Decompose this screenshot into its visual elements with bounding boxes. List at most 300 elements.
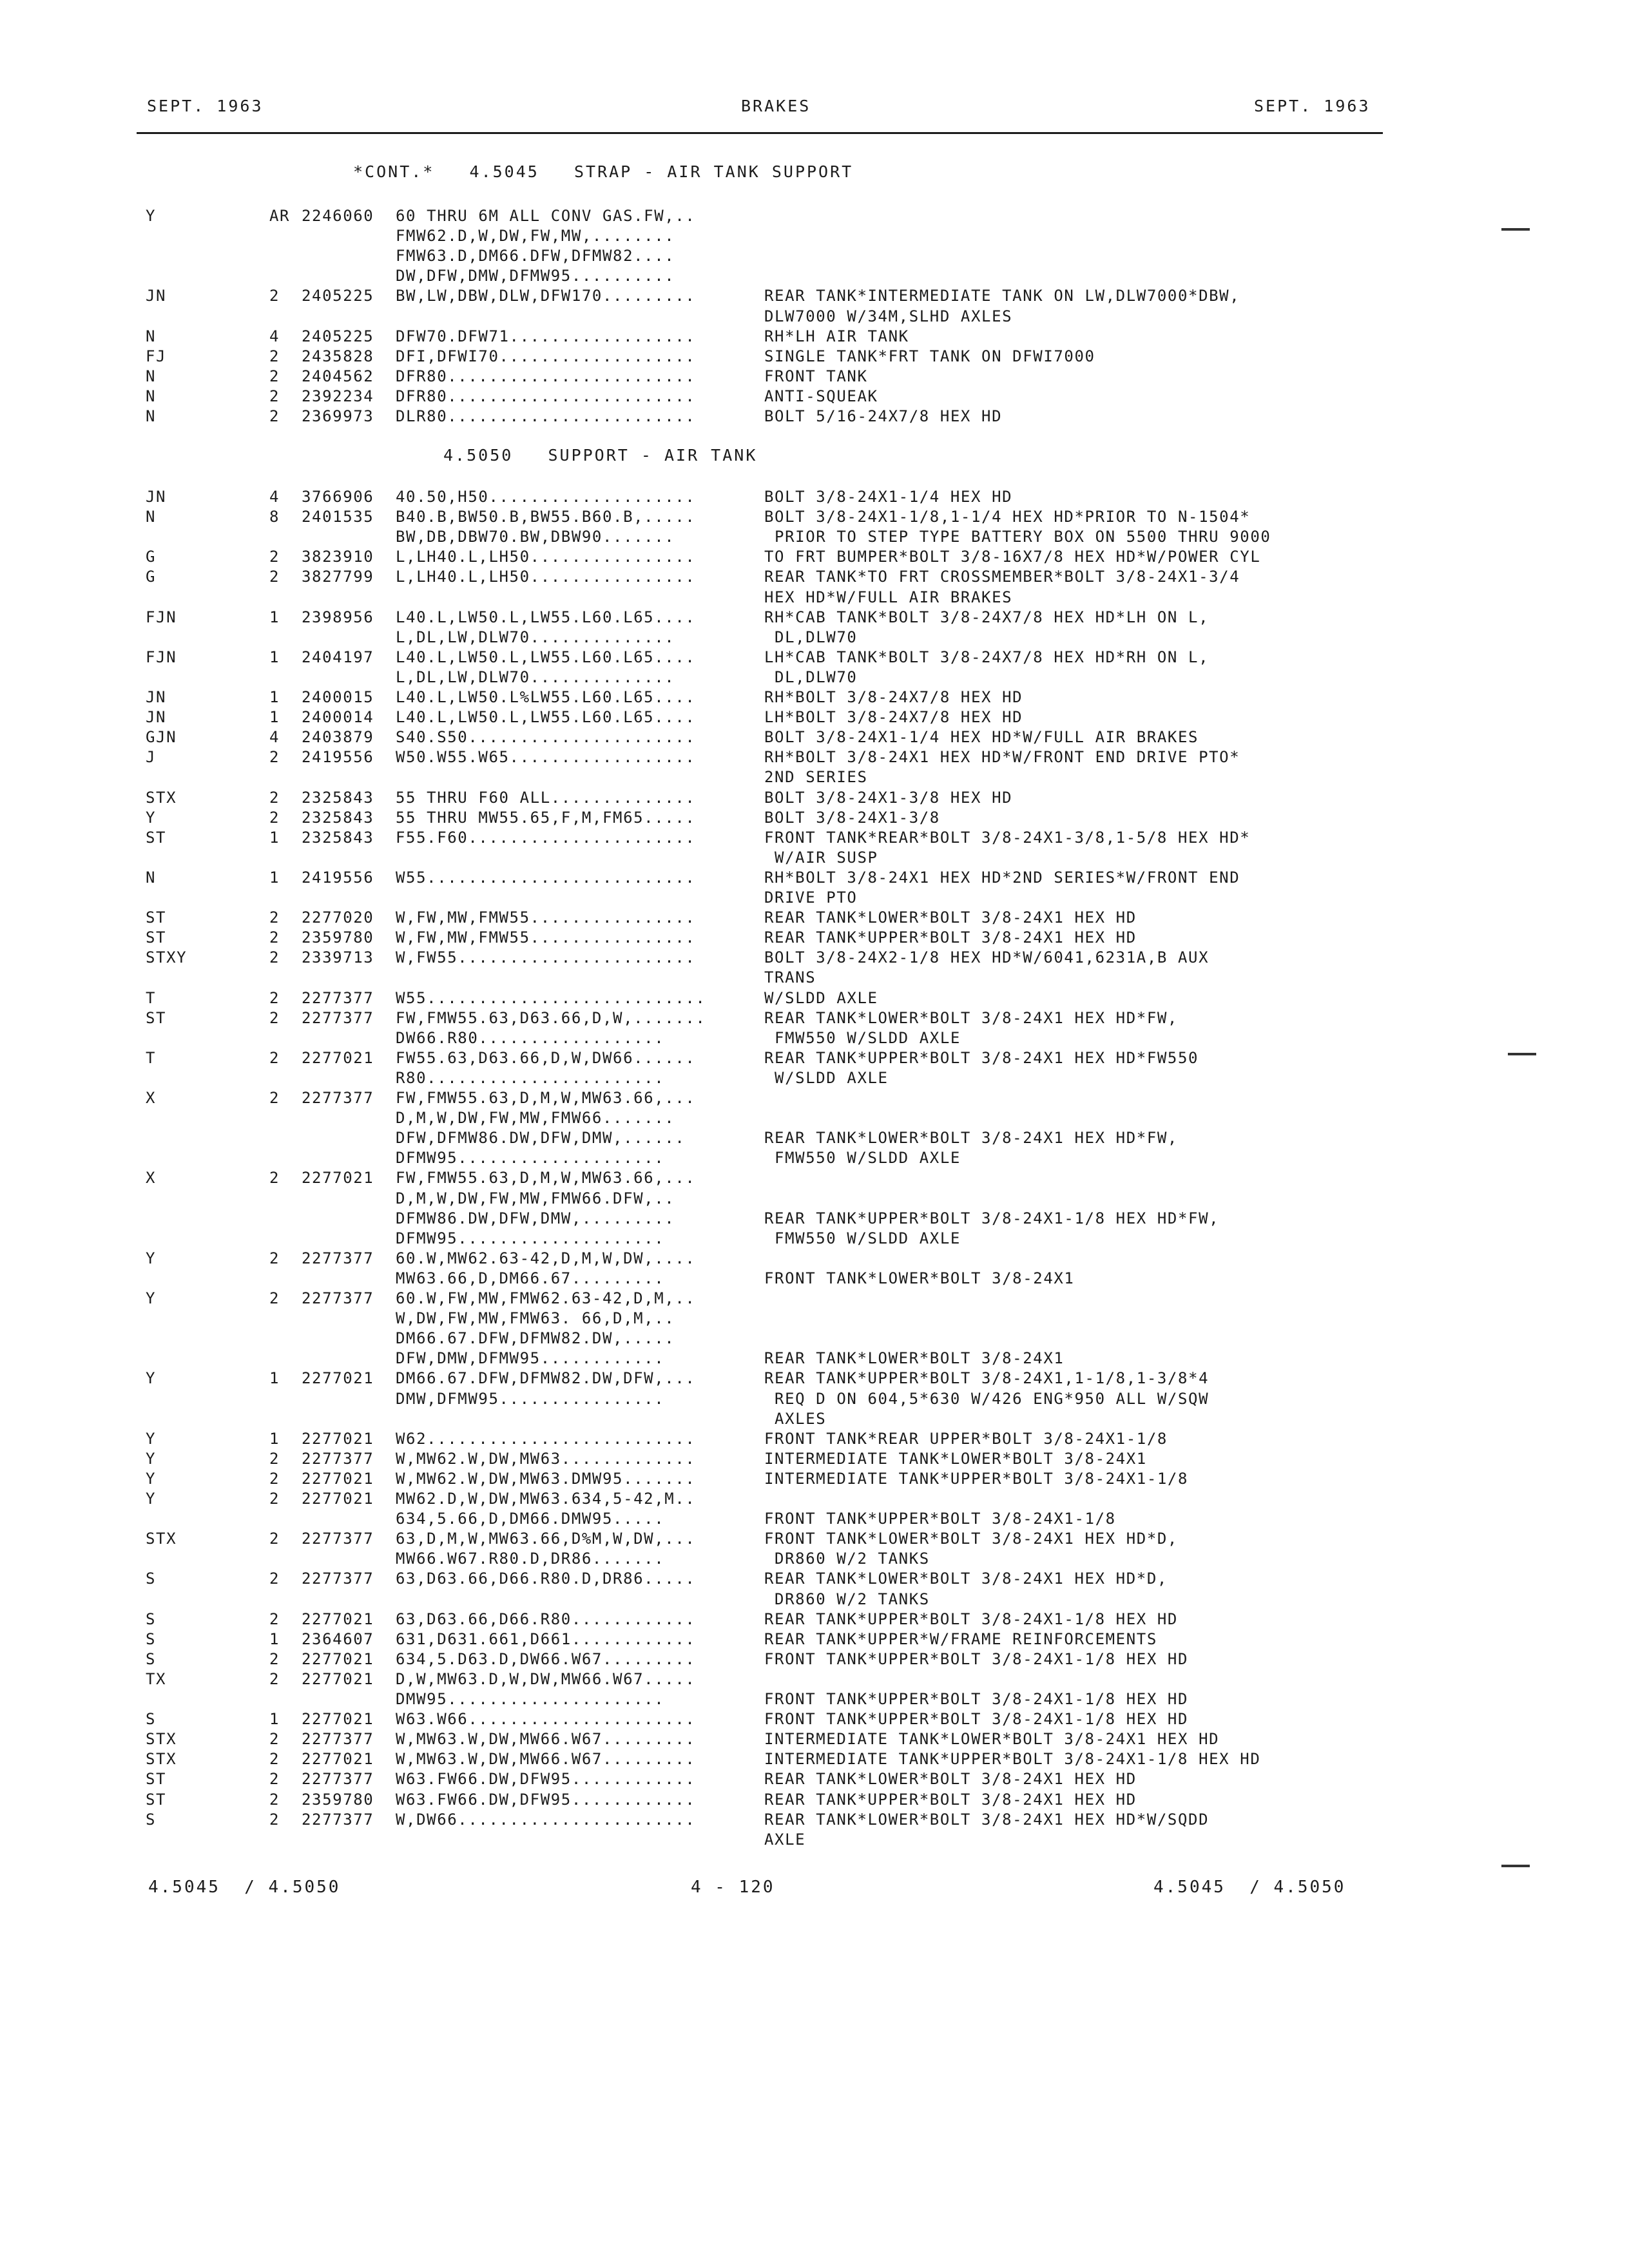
parts-row (0, 747, 1629, 767)
application: W63.FW66.DW,DFW95............ (396, 1790, 696, 1809)
model-code: ST (146, 828, 167, 847)
parts-row (0, 1529, 1629, 1549)
quantity: 1 (269, 648, 280, 666)
application: BW,LW,DBW,DLW,DFW170......... (396, 287, 696, 305)
section-title-support: 4.5050 SUPPORT - AIR TANK (443, 446, 758, 465)
quantity: 1 (269, 868, 280, 887)
application: DFI,DFWI70................... (396, 347, 696, 365)
quantity: 2 (269, 1048, 280, 1067)
part-number: 2277021 (302, 1429, 374, 1448)
part-number: 2277377 (302, 1249, 374, 1267)
quantity: 1 (269, 1710, 280, 1729)
description: FRONT TANK*LOWER*BOLT 3/8-24X1 HEX HD*D, (764, 1530, 1178, 1548)
parts-row (0, 1329, 1629, 1349)
model-code: Y (146, 1289, 157, 1307)
quantity: 2 (269, 1649, 280, 1668)
quantity: 2 (269, 748, 280, 767)
description: FRONT TANK*LOWER*BOLT 3/8-24X1 (764, 1269, 1075, 1287)
application: W,FW55....................... (396, 948, 696, 967)
section-title-strap: *CONT.* 4.5045 STRAP - AIR TANK SUPPORT (353, 162, 854, 181)
parts-row (0, 1729, 1629, 1749)
description: BOLT 3/8-24X1-1/4 HEX HD (764, 488, 1013, 506)
parts-row (0, 1128, 1629, 1148)
model-code: T (146, 1048, 157, 1067)
part-number: 2277021 (302, 1469, 374, 1488)
application: W50.W55.W65.................. (396, 748, 696, 767)
parts-row (0, 266, 1629, 286)
description: BOLT 3/8-24X1-1/8,1-1/4 HEX HD*PRIOR TO N-1504* (764, 508, 1251, 526)
application: DW,DFW,DMW,DFMW95.......... (396, 267, 675, 285)
quantity: 2 (269, 407, 280, 425)
description: REAR TANK*LOWER*BOLT 3/8-24X1 HEX HD (764, 1770, 1137, 1789)
description: TO FRT BUMPER*BOLT 3/8-16X7/8 HEX HD*W/POWER CYL (764, 548, 1261, 566)
model-code: S (146, 1629, 157, 1648)
parts-row (0, 226, 1629, 246)
description: REQ D ON 604,5*630 W/426 ENG*950 ALL W/SQW (764, 1389, 1210, 1408)
quantity: 2 (269, 1089, 280, 1107)
model-code: GJN (146, 728, 177, 747)
description: REAR TANK*LOWER*BOLT 3/8-24X1 HEX HD*W/SQDD (764, 1810, 1210, 1829)
model-code: Y (146, 1449, 157, 1468)
parts-row (0, 1068, 1629, 1088)
quantity: 1 (269, 1629, 280, 1648)
quantity: 2 (269, 1449, 280, 1468)
description: REAR TANK*UPPER*BOLT 3/8-24X1,1-1/8,1-3/8*4 (764, 1369, 1210, 1388)
margin-tick (1501, 1865, 1530, 1867)
application: 631,D631.661,D661............ (396, 1629, 696, 1648)
part-number: 2277021 (302, 1669, 374, 1688)
model-code: ST (146, 908, 167, 927)
part-number: 2277021 (302, 1750, 374, 1769)
description: DL,DLW70 (764, 628, 858, 646)
parts-row (0, 908, 1629, 928)
parts-row (0, 1168, 1629, 1188)
application: W55........................... (396, 988, 706, 1007)
parts-row (0, 307, 1629, 327)
model-code: STX (146, 788, 177, 807)
part-number: 2277377 (302, 1810, 374, 1829)
quantity: 2 (269, 1669, 280, 1688)
description: REAR TANK*LOWER*BOLT 3/8-24X1 HEX HD*D, (764, 1570, 1168, 1588)
quantity: 2 (269, 1810, 280, 1829)
parts-row (0, 1669, 1629, 1689)
model-code: TX (146, 1669, 167, 1688)
quantity: 2 (269, 1169, 280, 1187)
parts-row (0, 608, 1629, 628)
parts-row (0, 588, 1629, 608)
application: MW62.D,W,DW,MW63.634,5-42,M.. (396, 1490, 696, 1508)
parts-row (0, 327, 1629, 347)
model-code: STX (146, 1750, 177, 1769)
parts-row (0, 727, 1629, 747)
part-number: 2419556 (302, 868, 374, 887)
application: MW63.66,D,DM66.67......... (396, 1269, 665, 1287)
quantity: 1 (269, 688, 280, 706)
parts-row (0, 246, 1629, 266)
application: DMW95..................... (396, 1690, 665, 1708)
part-number: 2277021 (302, 1710, 374, 1729)
header-section-title: BRAKES (741, 97, 811, 115)
description: DRIVE PTO (764, 889, 858, 907)
part-number: 2246060 (302, 207, 374, 225)
description: TRANS (764, 968, 816, 987)
model-code: N (146, 407, 157, 425)
description: REAR TANK*LOWER*BOLT 3/8-24X1 (764, 1349, 1065, 1368)
application: 63,D63.66,D66.R80.D,DR86..... (396, 1570, 696, 1588)
parts-row (0, 1389, 1629, 1409)
parts-row (0, 828, 1629, 848)
header-date-left: SEPT. 1963 (147, 97, 264, 115)
parts-row (0, 1649, 1629, 1669)
description: DR860 W/2 TANKS (764, 1550, 930, 1568)
application: L40.L,LW50.L,LW55.L60.L65.... (396, 708, 696, 727)
model-code: Y (146, 808, 157, 827)
application: S40.S50...................... (396, 728, 696, 747)
part-number: 2359780 (302, 1790, 374, 1809)
description: FMW550 W/SLDD AXLE (764, 1028, 961, 1047)
parts-row (0, 687, 1629, 707)
parts-row (0, 1249, 1629, 1269)
quantity: 2 (269, 908, 280, 927)
description: INTERMEDIATE TANK*UPPER*BOLT 3/8-24X1-1/8 (764, 1469, 1189, 1488)
quantity: 2 (269, 1790, 280, 1809)
quantity: 2 (269, 1770, 280, 1789)
model-code: Y (146, 1369, 157, 1388)
model-code: S (146, 1810, 157, 1829)
description: FRONT TANK*REAR UPPER*BOLT 3/8-24X1-1/8 (764, 1429, 1168, 1448)
application: B40.B,BW50.B,BW55.B60.B,..... (396, 508, 696, 526)
part-number: 2400014 (302, 708, 374, 727)
description: RH*CAB TANK*BOLT 3/8-24X7/8 HEX HD*LH ON L, (764, 608, 1210, 626)
parts-row (0, 547, 1629, 567)
application: L40.L,LW50.L,LW55.L60.L65.... (396, 608, 696, 626)
description: 2ND SERIES (764, 768, 868, 787)
part-number: 2339713 (302, 948, 374, 967)
header-rule (137, 132, 1383, 134)
model-code: FJN (146, 608, 177, 626)
parts-row (0, 1048, 1629, 1068)
model-code: N (146, 387, 157, 405)
parts-row (0, 1549, 1629, 1569)
part-number: 2277377 (302, 1008, 374, 1027)
part-number: 2277377 (302, 988, 374, 1007)
description: AXLE (764, 1830, 806, 1849)
application: W63.W66...................... (396, 1710, 696, 1729)
part-number: 2277021 (302, 1369, 374, 1388)
parts-row (0, 1810, 1629, 1830)
quantity: 4 (269, 728, 280, 747)
application: FW55.63,D63.66,D,W,DW66...... (396, 1048, 696, 1067)
description: W/SLDD AXLE (764, 1068, 889, 1087)
quantity: 2 (269, 387, 280, 405)
application: DM66.67.DFW,DFMW82.DW,DFW,... (396, 1369, 696, 1388)
description: BOLT 5/16-24X7/8 HEX HD (764, 407, 1003, 425)
description: REAR TANK*INTERMEDIATE TANK ON LW,DLW7000*DBW, (764, 287, 1240, 305)
footer-page-number: 4 - 120 (691, 1878, 775, 1897)
quantity: AR (269, 207, 291, 225)
quantity: 2 (269, 1530, 280, 1548)
quantity: 2 (269, 1490, 280, 1508)
parts-row (0, 1749, 1629, 1769)
model-code: Y (146, 207, 157, 225)
parts-row (0, 1088, 1629, 1108)
description: REAR TANK*UPPER*W/FRAME REINFORCEMENTS (764, 1629, 1157, 1648)
application: MW66.W67.R80.D,DR86....... (396, 1550, 665, 1568)
part-number: 2277377 (302, 1089, 374, 1107)
parts-row (0, 347, 1629, 367)
model-code: S (146, 1610, 157, 1628)
parts-row (0, 668, 1629, 687)
quantity: 2 (269, 948, 280, 967)
parts-row (0, 1709, 1629, 1729)
model-code: G (146, 568, 157, 586)
model-code: FJN (146, 648, 177, 666)
description: FRONT TANK*REAR*BOLT 3/8-24X1-3/8,1-5/8 HEX HD* (764, 828, 1251, 847)
part-number: 2435828 (302, 347, 374, 365)
application: FMW63.D,DM66.DFW,DFMW82.... (396, 247, 675, 265)
quantity: 4 (269, 488, 280, 506)
application: DFR80........................ (396, 367, 696, 385)
part-number: 2404197 (302, 648, 374, 666)
part-number: 2277021 (302, 1649, 374, 1668)
quantity: 8 (269, 508, 280, 526)
part-number: 2400015 (302, 688, 374, 706)
parts-row (0, 628, 1629, 648)
description: LH*BOLT 3/8-24X7/8 HEX HD (764, 708, 1023, 727)
parts-row (0, 1509, 1629, 1529)
description: BOLT 3/8-24X1-3/8 HEX HD (764, 788, 1013, 807)
model-code: Y (146, 1469, 157, 1488)
description: REAR TANK*LOWER*BOLT 3/8-24X1 HEX HD*FW, (764, 1129, 1178, 1148)
parts-row (0, 707, 1629, 727)
quantity: 2 (269, 548, 280, 566)
part-number: 2369973 (302, 407, 374, 425)
parts-row (0, 1489, 1629, 1509)
part-number: 2401535 (302, 508, 374, 526)
application: DMW,DFMW95................ (396, 1389, 665, 1408)
application: W,MW63.W,DW,MW66.W67......... (396, 1750, 696, 1769)
parts-row (0, 868, 1629, 888)
part-number: 2325843 (302, 808, 374, 827)
header-date-right: SEPT. 1963 (1254, 97, 1371, 115)
model-code: STXY (146, 948, 188, 967)
application: 634,5.D63.D,DW66.W67......... (396, 1649, 696, 1668)
quantity: 2 (269, 347, 280, 365)
parts-row (0, 767, 1629, 787)
application: W,FW,MW,FMW55................ (396, 928, 696, 947)
parts-row (0, 1469, 1629, 1489)
part-number: 2277021 (302, 1610, 374, 1628)
application: W62.......................... (396, 1429, 696, 1448)
description: REAR TANK*UPPER*BOLT 3/8-24X1 HEX HD*FW550 (764, 1048, 1199, 1067)
description: BOLT 3/8-24X1-3/8 (764, 808, 940, 827)
description: FRONT TANK*UPPER*BOLT 3/8-24X1-1/8 HEX HD (764, 1690, 1189, 1708)
parts-row (0, 1309, 1629, 1329)
model-code: N (146, 508, 157, 526)
description: REAR TANK*TO FRT CROSSMEMBER*BOLT 3/8-24X1-3/4 (764, 568, 1240, 586)
model-code: STX (146, 1530, 177, 1548)
model-code: X (146, 1169, 157, 1187)
model-code: ST (146, 1770, 167, 1789)
application: DFMW95.................... (396, 1149, 665, 1168)
model-code: X (146, 1089, 157, 1107)
parts-row (0, 1429, 1629, 1449)
part-number: 3823910 (302, 548, 374, 566)
application: 55 THRU F60 ALL.............. (396, 788, 696, 807)
quantity: 2 (269, 1570, 280, 1588)
part-number: 2359780 (302, 928, 374, 947)
parts-row (0, 1689, 1629, 1709)
application: DFMW95.................... (396, 1229, 665, 1247)
application: W,MW63.W,DW,MW66.W67......... (396, 1730, 696, 1749)
quantity: 2 (269, 788, 280, 807)
model-code: Y (146, 1490, 157, 1508)
part-number: 2277021 (302, 1048, 374, 1067)
parts-row (0, 1590, 1629, 1610)
description: FMW550 W/SLDD AXLE (764, 1149, 961, 1168)
description: FRONT TANK*UPPER*BOLT 3/8-24X1-1/8 HEX HD (764, 1710, 1189, 1729)
application: DM66.67.DFW,DFMW82.DW,..... (396, 1329, 675, 1348)
description: BOLT 3/8-24X1-1/4 HEX HD*W/FULL AIR BRAKES (764, 728, 1199, 747)
part-number: 2277377 (302, 1730, 374, 1749)
application: DFR80........................ (396, 387, 696, 405)
application: 60.W,FW,MW,FMW62.63-42,D,M,.. (396, 1289, 696, 1307)
description: W/SLDD AXLE (764, 988, 878, 1007)
quantity: 2 (269, 1289, 280, 1307)
application: DLR80........................ (396, 407, 696, 425)
part-number: 3827799 (302, 568, 374, 586)
quantity: 4 (269, 327, 280, 345)
parts-row (0, 1229, 1629, 1249)
model-code: Y (146, 1429, 157, 1448)
application: W63.FW66.DW,DFW95............ (396, 1770, 696, 1789)
description: INTERMEDIATE TANK*LOWER*BOLT 3/8-24X1 HEX HD (764, 1730, 1220, 1749)
application: FW,FMW55.63,D63.66,D,W,....... (396, 1008, 706, 1027)
model-code: S (146, 1710, 157, 1729)
part-number: 2277020 (302, 908, 374, 927)
parts-row (0, 567, 1629, 587)
application: DFMW86.DW,DFW,DMW,......... (396, 1209, 675, 1227)
parts-row (0, 968, 1629, 988)
quantity: 2 (269, 367, 280, 385)
parts-row (0, 1610, 1629, 1629)
application: 60 THRU 6M ALL CONV GAS.FW,.. (396, 207, 696, 225)
quantity: 2 (269, 1750, 280, 1769)
parts-row (0, 1189, 1629, 1209)
parts-row (0, 928, 1629, 948)
application: FMW62.D,W,DW,FW,MW,........ (396, 227, 675, 245)
parts-row (0, 407, 1629, 427)
application: DW66.R80.................. (396, 1028, 665, 1047)
parts-row (0, 1148, 1629, 1168)
application: DFW,DMW,DFMW95............ (396, 1349, 665, 1368)
model-code: S (146, 1570, 157, 1588)
parts-row (0, 1349, 1629, 1369)
description: FMW550 W/SLDD AXLE (764, 1229, 961, 1247)
application: DFW70.DFW71.................. (396, 327, 696, 345)
part-number: 2277021 (302, 1169, 374, 1187)
part-number: 3766906 (302, 488, 374, 506)
application: BW,DB,DBW70.BW,DBW90....... (396, 528, 675, 546)
parts-row (0, 848, 1629, 868)
parts-row (0, 206, 1629, 226)
parts-row (0, 507, 1629, 527)
parts-row (0, 367, 1629, 387)
description: REAR TANK*UPPER*BOLT 3/8-24X1-1/8 HEX HD (764, 1610, 1178, 1628)
parts-row (0, 1289, 1629, 1309)
parts-row (0, 1569, 1629, 1589)
quantity: 1 (269, 1429, 280, 1448)
description: LH*CAB TANK*BOLT 3/8-24X7/8 HEX HD*RH ON L, (764, 648, 1210, 666)
application: D,M,W,DW,FW,MW,FMW66.DFW,.. (396, 1189, 675, 1207)
application: W55.......................... (396, 868, 696, 887)
description: DR860 W/2 TANKS (764, 1590, 930, 1608)
description: RH*BOLT 3/8-24X1 HEX HD*W/FRONT END DRIVE PTO* (764, 748, 1240, 767)
model-code: STX (146, 1730, 177, 1749)
model-code: N (146, 868, 157, 887)
parts-row (0, 1369, 1629, 1389)
model-code: ST (146, 1790, 167, 1809)
model-code: G (146, 548, 157, 566)
model-code: S (146, 1649, 157, 1668)
description: FRONT TANK*UPPER*BOLT 3/8-24X1-1/8 (764, 1510, 1116, 1528)
parts-row (0, 286, 1629, 306)
quantity: 2 (269, 1008, 280, 1027)
quantity: 2 (269, 988, 280, 1007)
model-code: JN (146, 287, 167, 305)
application: 63,D,M,W,MW63.66,D%M,W,DW,... (396, 1530, 696, 1548)
part-number: 2364607 (302, 1629, 374, 1648)
model-code: ST (146, 928, 167, 947)
quantity: 2 (269, 808, 280, 827)
parts-row (0, 1028, 1629, 1048)
application: DFW,DFMW86.DW,DFW,DMW,...... (396, 1129, 686, 1148)
description: ANTI-SQUEAK (764, 387, 878, 405)
parts-row (0, 788, 1629, 808)
model-code: JN (146, 488, 167, 506)
parts-row (0, 1209, 1629, 1229)
footer-ref-left: 4.5045 / 4.5050 (148, 1878, 341, 1897)
parts-row (0, 527, 1629, 547)
quantity: 2 (269, 1469, 280, 1488)
quantity: 2 (269, 1249, 280, 1267)
quantity: 2 (269, 1730, 280, 1749)
quantity: 2 (269, 928, 280, 947)
part-number: 2405225 (302, 327, 374, 345)
application: L40.L,LW50.L,LW55.L60.L65.... (396, 648, 696, 666)
description: REAR TANK*LOWER*BOLT 3/8-24X1 HEX HD*FW, (764, 1008, 1178, 1027)
model-code: T (146, 988, 157, 1007)
parts-row (0, 1269, 1629, 1289)
application: W,DW,FW,MW,FMW63. 66,D,M,.. (396, 1309, 675, 1328)
description: REAR TANK*LOWER*BOLT 3/8-24X1 HEX HD (764, 908, 1137, 927)
model-code: JN (146, 688, 167, 706)
application: L40.L,LW50.L%LW55.L60.L65.... (396, 688, 696, 706)
part-number: 2325843 (302, 788, 374, 807)
quantity: 1 (269, 708, 280, 727)
application: L,LH40.L,LH50................ (396, 568, 696, 586)
description: REAR TANK*UPPER*BOLT 3/8-24X1 HEX HD (764, 928, 1137, 947)
model-code: Y (146, 1249, 157, 1267)
description: HEX HD*W/FULL AIR BRAKES (764, 588, 1013, 606)
description: DL,DLW70 (764, 668, 858, 686)
application: FW,FMW55.63,D,M,W,MW63.66,... (396, 1169, 696, 1187)
application: 634,5.66,D,DM66.DMW95..... (396, 1510, 665, 1528)
part-number: 2277377 (302, 1570, 374, 1588)
parts-row (0, 1629, 1629, 1649)
quantity: 1 (269, 608, 280, 626)
application: W,DW66....................... (396, 1810, 696, 1829)
